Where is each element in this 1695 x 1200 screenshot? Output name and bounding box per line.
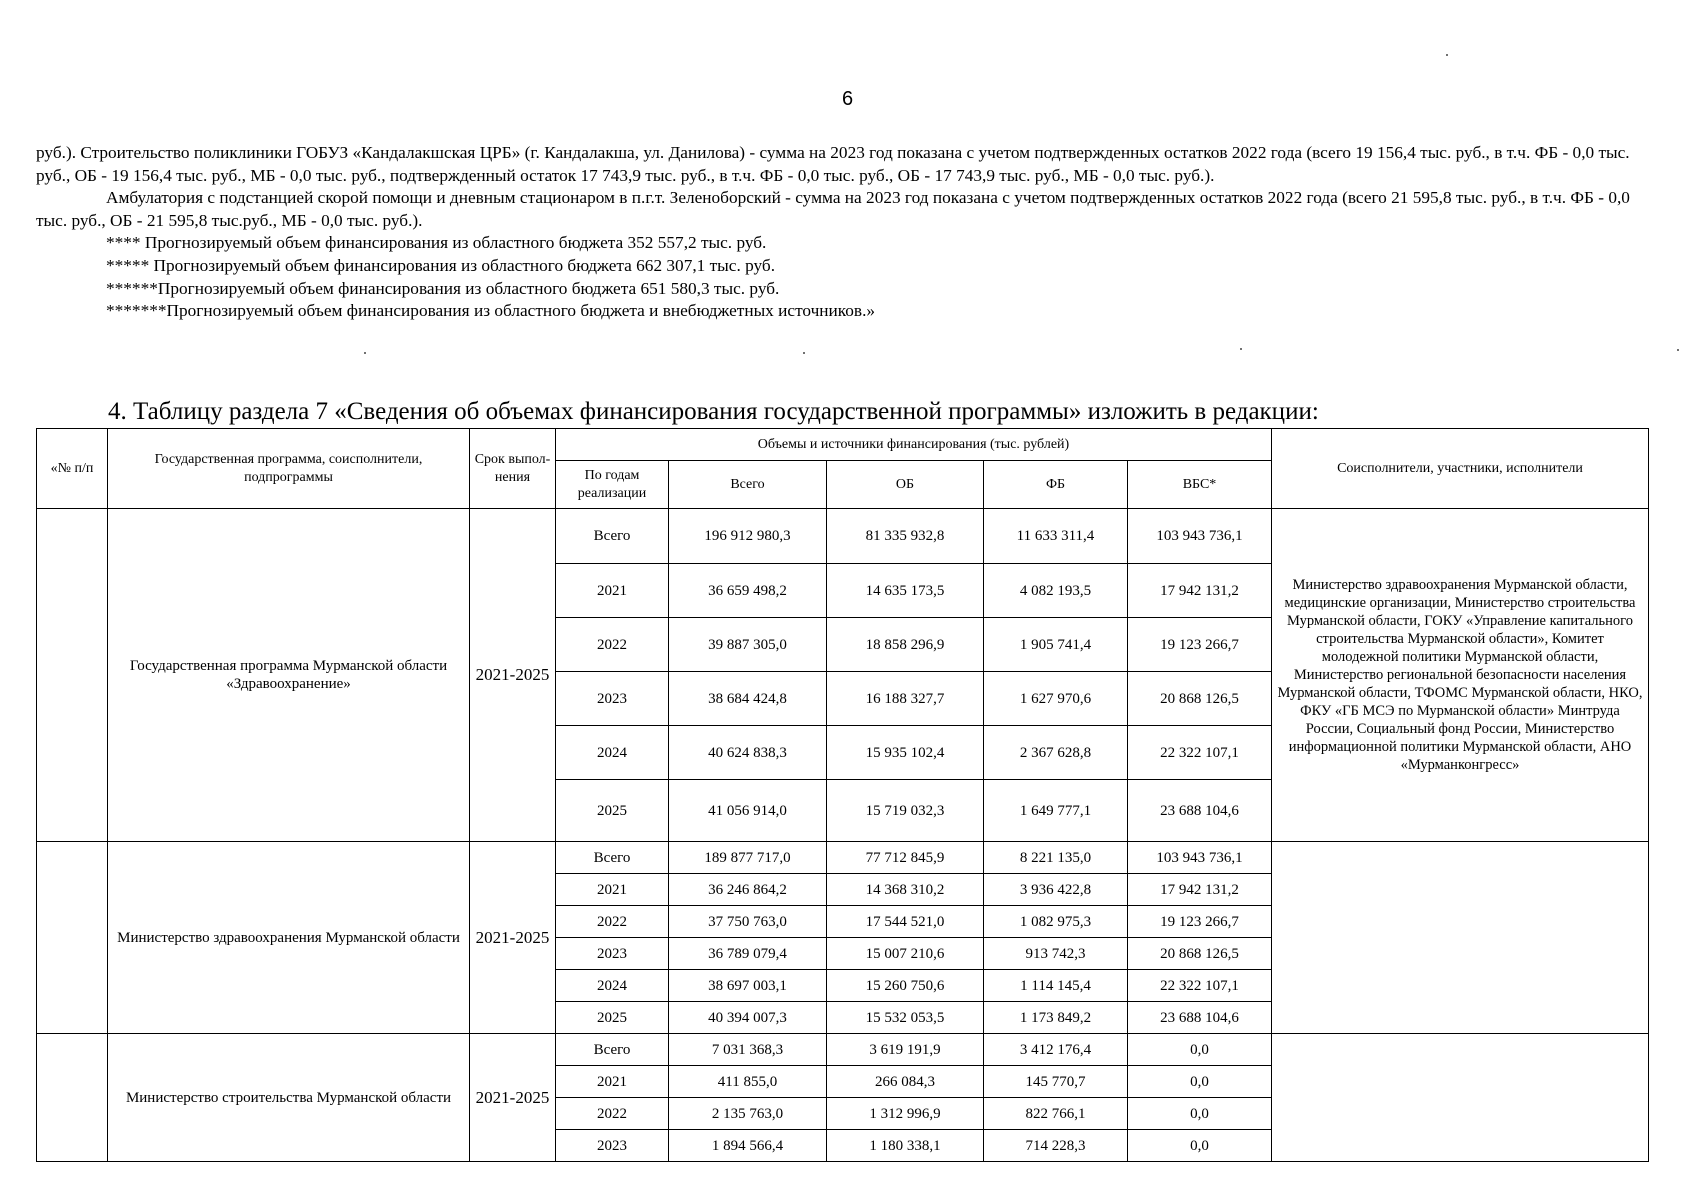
year-cell: 2023 xyxy=(556,1130,669,1162)
header-years: По годам реализации xyxy=(556,461,669,509)
year-cell: 2023 xyxy=(556,672,669,726)
scan-speck xyxy=(364,352,366,354)
total-cell: 41 056 914,0 xyxy=(669,780,827,842)
footnote: ***** Прогнозируемый объем финансирования из областного бюджета 662 307,1 тыс. руб. xyxy=(106,255,776,275)
header-vbs: ВБС* xyxy=(1128,461,1272,509)
fb-cell: 1 649 777,1 xyxy=(984,780,1128,842)
total-cell: 189 877 717,0 xyxy=(669,842,827,874)
scan-speck xyxy=(1446,54,1448,56)
year-cell: Всего xyxy=(556,842,669,874)
year-cell: 2025 xyxy=(556,1002,669,1034)
footnote: **** Прогнозируемый объем финансирования из областного бюджета 352 557,2 тыс. руб. xyxy=(106,233,767,253)
header-ob: ОБ xyxy=(827,461,984,509)
header-total: Всего xyxy=(669,461,827,509)
vbs-cell: 0,0 xyxy=(1128,1066,1272,1098)
vbs-cell: 20 868 126,5 xyxy=(1128,938,1272,970)
ob-cell: 18 858 296,9 xyxy=(827,618,984,672)
ob-cell: 77 712 845,9 xyxy=(827,842,984,874)
year-cell: 2024 xyxy=(556,970,669,1002)
fb-cell: 913 742,3 xyxy=(984,938,1128,970)
vbs-cell: 0,0 xyxy=(1128,1130,1272,1162)
fb-cell: 145 770,7 xyxy=(984,1066,1128,1098)
vbs-cell: 22 322 107,1 xyxy=(1128,970,1272,1002)
vbs-cell: 17 942 131,2 xyxy=(1128,564,1272,618)
table-body xyxy=(37,509,1649,1162)
header-volumes: Объемы и источники финансирования (тыс. рублей) xyxy=(556,429,1272,461)
ob-cell: 14 635 173,5 xyxy=(827,564,984,618)
total-cell: 7 031 368,3 xyxy=(669,1034,827,1066)
fb-cell: 1 627 970,6 xyxy=(984,672,1128,726)
year-cell: 2023 xyxy=(556,938,669,970)
total-cell: 38 684 424,8 xyxy=(669,672,827,726)
ob-cell: 266 084,3 xyxy=(827,1066,984,1098)
year-cell: 2021 xyxy=(556,1066,669,1098)
program-name: Министерство здравоохранения Мурманской области xyxy=(108,842,470,1034)
vbs-cell: 23 688 104,6 xyxy=(1128,780,1272,842)
fb-cell: 4 082 193,5 xyxy=(984,564,1128,618)
header-num: «№ п/п xyxy=(37,429,108,509)
header-term: Срок выпол-нения xyxy=(470,429,556,509)
total-cell: 40 624 838,3 xyxy=(669,726,827,780)
vbs-cell: 103 943 736,1 xyxy=(1128,509,1272,564)
ob-cell: 1 312 996,9 xyxy=(827,1098,984,1130)
vbs-cell: 22 322 107,1 xyxy=(1128,726,1272,780)
vbs-cell: 20 868 126,5 xyxy=(1128,672,1272,726)
program-name: Министерство строительства Мурманской области xyxy=(108,1034,470,1162)
ob-cell: 15 935 102,4 xyxy=(827,726,984,780)
ob-cell: 15 007 210,6 xyxy=(827,938,984,970)
total-cell: 36 659 498,2 xyxy=(669,564,827,618)
fb-cell: 11 633 311,4 xyxy=(984,509,1128,564)
ob-cell: 81 335 932,8 xyxy=(827,509,984,564)
header-executors: Соисполнители, участники, исполнители xyxy=(1272,429,1649,509)
vbs-cell: 0,0 xyxy=(1128,1098,1272,1130)
executors-cell: Министерство здравоохранения Мурманской области, медицинские организации, Министерство строительства Мурманской области, ГОКУ «Управление капитального строительства Мурманской области», Комитет молодежной политики Мурманской области, Министерство региональной безопасности населения Мурманской области, ТФОМС Мурманской области, НКО, ФКУ «ГБ МСЭ по Мурманской области» Минтруда России, Социальный фонд России, Министерство информационной политики Мурманской области, АНО «Мурманконгресс» xyxy=(1272,509,1649,842)
fb-cell: 2 367 628,8 xyxy=(984,726,1128,780)
scan-speck xyxy=(1677,349,1679,351)
row-number-cell xyxy=(37,842,108,1034)
period-cell: 2021-2025 xyxy=(470,509,556,842)
total-cell: 39 887 305,0 xyxy=(669,618,827,672)
row-number-cell xyxy=(37,1034,108,1162)
year-cell: 2021 xyxy=(556,874,669,906)
total-cell: 36 246 864,2 xyxy=(669,874,827,906)
ob-cell: 1 180 338,1 xyxy=(827,1130,984,1162)
footnote: *******Прогнозируемый объем финансирования из областного бюджета и внебюджетных источников.» xyxy=(106,301,876,321)
total-cell: 37 750 763,0 xyxy=(669,906,827,938)
total-cell: 36 789 079,4 xyxy=(669,938,827,970)
vbs-cell: 17 942 131,2 xyxy=(1128,874,1272,906)
vbs-cell: 23 688 104,6 xyxy=(1128,1002,1272,1034)
total-cell: 38 697 003,1 xyxy=(669,970,827,1002)
total-cell: 40 394 007,3 xyxy=(669,1002,827,1034)
vbs-cell: 19 123 266,7 xyxy=(1128,906,1272,938)
period-cell: 2021-2025 xyxy=(470,842,556,1034)
year-cell: 2022 xyxy=(556,906,669,938)
vbs-cell: 19 123 266,7 xyxy=(1128,618,1272,672)
vbs-cell: 103 943 736,1 xyxy=(1128,842,1272,874)
ob-cell: 17 544 521,0 xyxy=(827,906,984,938)
total-cell: 2 135 763,0 xyxy=(669,1098,827,1130)
fb-cell: 1 114 145,4 xyxy=(984,970,1128,1002)
ob-cell: 15 532 053,5 xyxy=(827,1002,984,1034)
executors-cell xyxy=(1272,842,1649,1034)
program-name: Государственная программа Мурманской области «Здравоохранение» xyxy=(108,509,470,842)
fb-cell: 1 082 975,3 xyxy=(984,906,1128,938)
section-heading: 4. Таблицу раздела 7 «Сведения об объемах финансирования государственной программы» изложить в редакции: xyxy=(108,398,1319,425)
ob-cell: 15 260 750,6 xyxy=(827,970,984,1002)
note-paragraph: руб.). Строительство поликлиники ГОБУЗ «Кандалакшская ЦРБ» (г. Кандалакша, ул. Данилова) - сумма на 2023 год показана с учетом подтвержденных остатков 2022 года (всего 19 156,4 тыс. руб., в т.ч. ФБ - 0,0 тыс. руб., ОБ - 19 156,4 тыс. руб., МБ - 0,0 тыс. руб., подтвержденный остаток 17 743,9 тыс. руб., в т.ч. ФБ - 0,0 тыс. руб., ОБ - 17 743,9 тыс. руб., МБ - 0,0 тыс. руб.). xyxy=(36,143,1630,185)
scan-speck xyxy=(803,352,805,354)
total-cell: 411 855,0 xyxy=(669,1066,827,1098)
fb-cell: 714 228,3 xyxy=(984,1130,1128,1162)
ob-cell: 3 619 191,9 xyxy=(827,1034,984,1066)
year-cell: 2021 xyxy=(556,564,669,618)
header-program: Государственная программа, соисполнители, подпрограммы xyxy=(108,429,470,509)
ob-cell: 16 188 327,7 xyxy=(827,672,984,726)
row-number-cell xyxy=(37,509,108,842)
total-cell: 196 912 980,3 xyxy=(669,509,827,564)
year-cell: Всего xyxy=(556,509,669,564)
fb-cell: 1 905 741,4 xyxy=(984,618,1128,672)
ob-cell: 14 368 310,2 xyxy=(827,874,984,906)
period-cell: 2021-2025 xyxy=(470,1034,556,1162)
vbs-cell: 0,0 xyxy=(1128,1034,1272,1066)
footnote: ******Прогнозируемый объем финансирования из областного бюджета 651 580,3 тыс. руб. xyxy=(106,278,780,298)
notes-block xyxy=(36,142,1636,323)
year-cell: 2024 xyxy=(556,726,669,780)
header-fb: ФБ xyxy=(984,461,1128,509)
year-cell: 2022 xyxy=(556,1098,669,1130)
scan-speck xyxy=(1240,348,1242,350)
year-cell: 2025 xyxy=(556,780,669,842)
executors-cell xyxy=(1272,1034,1649,1162)
ob-cell: 15 719 032,3 xyxy=(827,780,984,842)
total-cell: 1 894 566,4 xyxy=(669,1130,827,1162)
page-number: 6 xyxy=(841,88,854,110)
year-cell: 2022 xyxy=(556,618,669,672)
note-paragraph: Амбулатория с подстанцией скорой помощи и дневным стационаром в п.г.т. Зеленоборский - сумма на 2023 год показана с учетом подтвержденных остатков 2022 года (всего 21 595,8 тыс. руб., в т.ч. ФБ - 0,0 тыс. руб., ОБ - 21 595,8 тыс.руб., МБ - 0,0 тыс. руб.). xyxy=(36,188,1630,230)
fb-cell: 3 936 422,8 xyxy=(984,874,1128,906)
fb-cell: 3 412 176,4 xyxy=(984,1034,1128,1066)
financing-table xyxy=(36,428,1649,1162)
year-cell: Всего xyxy=(556,1034,669,1066)
fb-cell: 8 221 135,0 xyxy=(984,842,1128,874)
fb-cell: 1 173 849,2 xyxy=(984,1002,1128,1034)
fb-cell: 822 766,1 xyxy=(984,1098,1128,1130)
